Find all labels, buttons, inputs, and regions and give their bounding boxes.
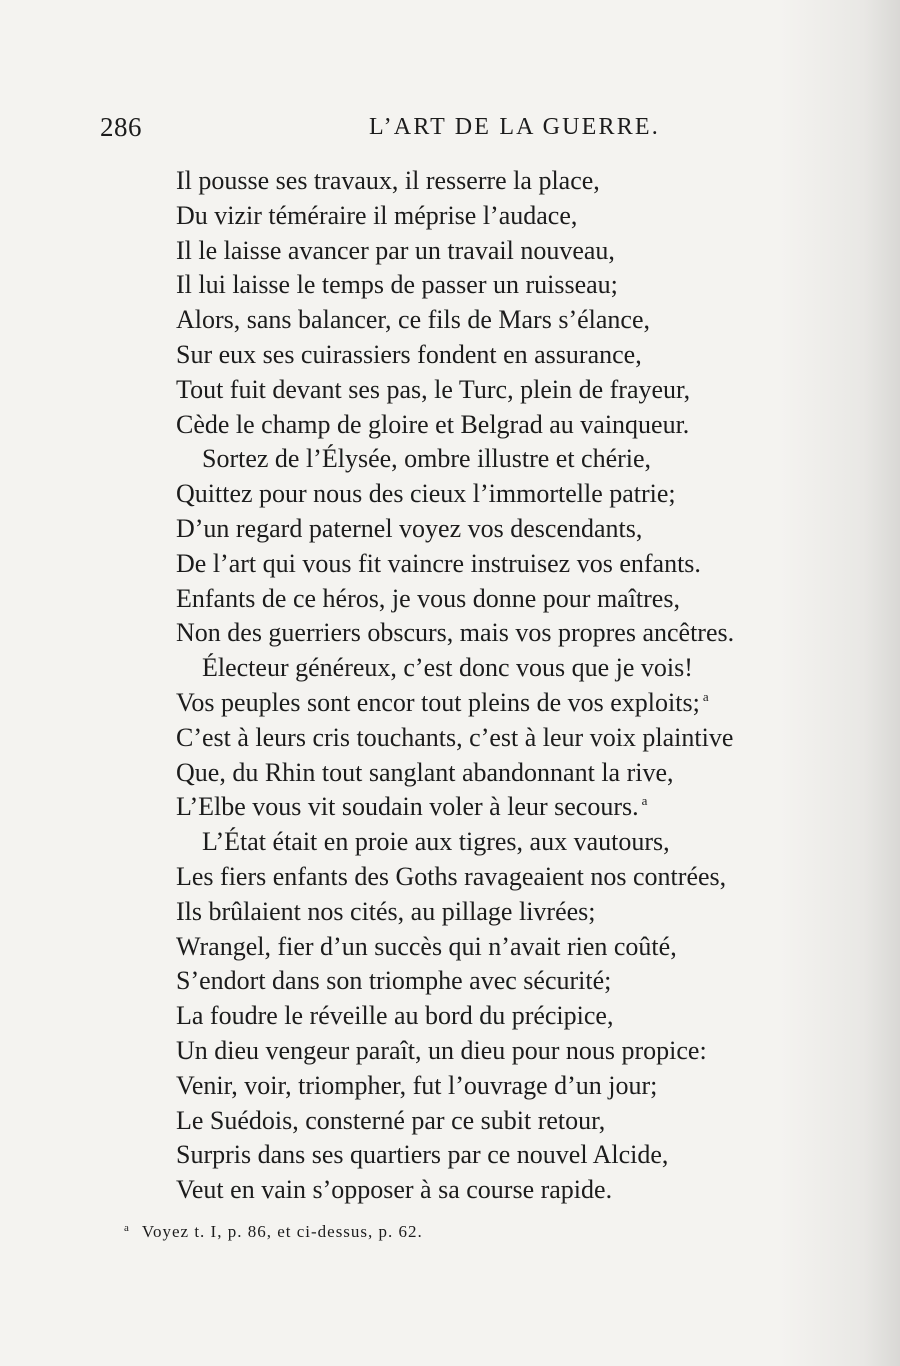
verse-line (176, 338, 826, 373)
verse-line (176, 825, 826, 860)
verse-text: Vos peuples sont encor tout pleins de vos exploits; (176, 687, 700, 717)
verse-text: Il lui laisse le temps de passer un ruisseau; (176, 270, 618, 300)
verse-text: C’est à leurs cris touchants, c’est à leur voix plaintive (176, 722, 734, 752)
footnote-reference: a (702, 688, 709, 704)
verse-line (176, 582, 826, 617)
verse-line (176, 1173, 826, 1208)
verse-line (176, 686, 826, 721)
verse-text: L’État était en proie aux tigres, aux vautours, (202, 827, 670, 857)
verse-line (176, 651, 826, 686)
footnote (124, 1222, 824, 1242)
verse-line (176, 408, 826, 443)
verse-line (176, 964, 826, 999)
verse-line (176, 860, 826, 895)
verse-line (176, 1034, 826, 1069)
verse-text: Tout fuit devant ses pas, le Turc, plein de frayeur, (176, 374, 691, 404)
verse-text: Le Suédois, consterné par ce subit retour, (176, 1105, 606, 1135)
verse-text: Cède le champ de gloire et Belgrad au vainqueur. (176, 409, 690, 439)
page-number: 286 (100, 112, 142, 142)
verse-text: L’Elbe vous vit soudain voler à leur secours. (176, 792, 639, 822)
verse-text: Électeur généreux, c’est donc vous que je vois! (202, 653, 693, 683)
verse-line (176, 756, 826, 791)
verse-line (176, 1104, 826, 1139)
verse-text: Surpris dans ses quartiers par ce nouvel Alcide, (176, 1140, 669, 1170)
verse-text: Du vizir téméraire il méprise l’audace, (176, 200, 578, 230)
page-header (100, 112, 660, 152)
verse-text: Quittez pour nous des cieux l’immortelle patrie; (176, 479, 676, 509)
verse-line (176, 477, 826, 512)
verse-line (176, 547, 826, 582)
verse-line (176, 164, 826, 199)
verse-line (176, 721, 826, 756)
verse-text: Un dieu vengeur paraît, un dieu pour nous propice: (176, 1035, 707, 1065)
verse-line (176, 373, 826, 408)
verse-line (176, 199, 826, 234)
verse-text: Non des guerriers obscurs, mais vos propres ancêtres. (176, 618, 735, 648)
verse-line (176, 999, 826, 1034)
running-title: L’ART DE LA GUERRE. (368, 114, 660, 140)
poem-text (176, 164, 826, 1208)
verse-text: De l’art qui vous fit vaincre instruisez vos enfants. (176, 548, 701, 578)
verse-line (176, 616, 826, 651)
footnote-reference: a (641, 793, 648, 809)
verse-line (176, 930, 826, 965)
verse-line (176, 442, 826, 477)
verse-line (176, 234, 826, 269)
verse-text: D’un regard paternel voyez vos descendants, (176, 513, 643, 543)
verse-text: La foudre le réveille au bord du précipice, (176, 1001, 614, 1031)
verse-line (176, 512, 826, 547)
verse-text: S’endort dans son triomphe avec sécurité; (176, 966, 612, 996)
verse-text: Ils brûlaient nos cités, au pillage livrées; (176, 896, 596, 926)
verse-line (176, 790, 826, 825)
footnote-mark: a (124, 1222, 130, 1234)
verse-text: Enfants de ce héros, je vous donne pour maîtres, (176, 583, 680, 613)
verse-line (176, 895, 826, 930)
verse-text: Alors, sans balancer, ce fils de Mars s’élance, (176, 305, 650, 335)
verse-text: Sur eux ses cuirassiers fondent en assurance, (176, 339, 642, 369)
verse-text: Il pousse ses travaux, il resserre la place, (176, 166, 600, 195)
verse-text: Venir, voir, triompher, fut l’ouvrage d’un jour; (176, 1070, 658, 1100)
verse-text: Il le laisse avancer par un travail nouveau, (176, 235, 615, 265)
verse-text: Les fiers enfants des Goths ravageaient nos contrées, (176, 861, 727, 891)
verse-line (176, 1069, 826, 1104)
verse-text: Sortez de l’Élysée, ombre illustre et chérie, (202, 444, 652, 474)
verse-line (176, 303, 826, 338)
verse-line (176, 268, 826, 303)
footnote-text: Voyez t. I, p. 86, et ci-dessus, p. 62. (141, 1222, 423, 1241)
verse-text: Veut en vain s’opposer à sa course rapide. (176, 1175, 613, 1205)
verse-line (176, 1138, 826, 1173)
verse-text: Wrangel, fier d’un succès qui n’avait rien coûté, (176, 931, 677, 961)
verse-text: Que, du Rhin tout sanglant abandonnant la rive, (176, 757, 674, 787)
